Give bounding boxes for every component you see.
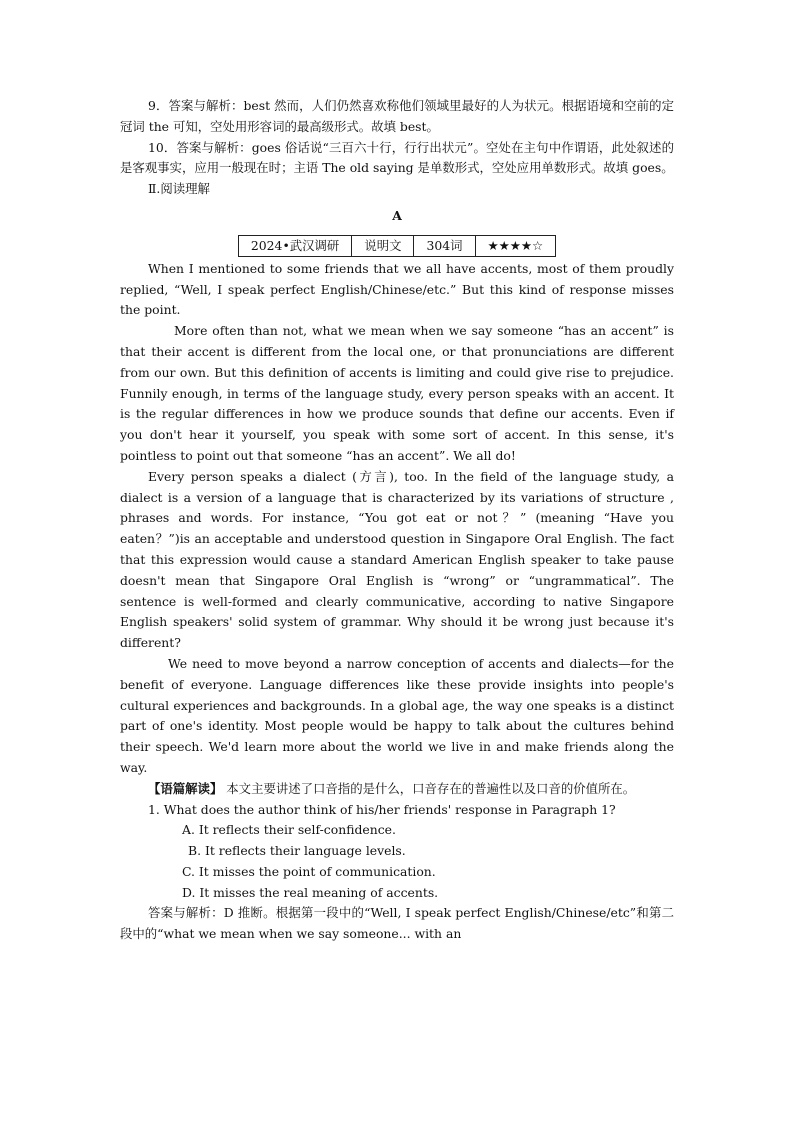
interpretation-label: 【语篇解读】 bbox=[148, 780, 223, 796]
paragraph-1: When I mentioned to some friends that we all have accents, most of them proudly replied, “Well, I speak perfect English/Chinese/etc.” But this kind of response misses the point. bbox=[120, 260, 674, 318]
passage-interpretation bbox=[120, 779, 674, 800]
question-1-option-d: D. It misses the real meaning of accents. bbox=[182, 884, 439, 900]
document-page bbox=[120, 96, 674, 945]
paragraph-2: More often than not, what we mean when we say someone “has an accent” is that their accent is different from the local one, or that pronunciations are different from our own. But this definition of accents is limiting and could give rise to prejudice. Funnily enough, in terms of the language study, every person speaks with an accent. It is the regular differences in how we produce sounds that define our accents. Even if you don't hear it yourself, you speak with some sort of accent. In this sense, it's pointless to point out that someone “has an accent”. We all do! bbox=[120, 323, 674, 463]
meta-genre: 说明文 bbox=[352, 235, 414, 256]
passage-meta-table bbox=[238, 235, 556, 257]
paragraph-4: We need to move beyond a narrow conception of accents and dialects—for the benefit of everyone. Language differences like these provide insights into people's cultural experiences and backgrounds. In a global age, the way one speaks is a distinct part of one's identity. Most people would be happy to talk about the cultures behind their speech. We'd learn more about the world we live in and make friends along the way. bbox=[120, 655, 674, 775]
meta-wordcount: 304词 bbox=[414, 235, 475, 256]
meta-difficulty: ★★★★☆ bbox=[475, 235, 556, 256]
interpretation-text: 本文主要讲述了口音指的是什么，口音存在的普遍性以及口音的价值所在。 bbox=[222, 780, 636, 796]
question-1-option-c: C. It misses the point of communication. bbox=[182, 863, 436, 879]
section-title: Ⅱ.阅读理解 bbox=[148, 181, 210, 197]
answer-q10: 10．答案与解析：goes 俗话说“三百六十行，行行出状元”。空处在主句中作谓语，此处叙述的是客观事实，应用一般现在时；主语 The old saying 是单数形式，空处应用单数形式。故填 goes。 bbox=[120, 139, 674, 176]
paragraph-3: Every person speaks a dialect (方言), too. In the field of the language study, a dialect is a version of a language that is characterized by its variations of structure , phrases and words. For instance, “You got eat or not？” (meaning “Have you eaten？”)is an acceptable and understood question in Singapore Oral English. The fact that this expression would cause a standard American English speaker to take pause doesn't mean that Singapore Oral English is “wrong” or “ungrammatical”. The sentence is well-formed and clearly communicative, according to native Singapore English speakers' solid system of grammar. Why should it be wrong just because it's different? bbox=[120, 468, 674, 651]
answer-1: 答案与解析：D 推断。根据第一段中的“Well, I speak perfect English/Chinese/etc”和第二段中的“what we mean when we say someone... with an bbox=[120, 905, 674, 942]
meta-source: 2024•武汉调研 bbox=[238, 235, 351, 256]
question-1-option-a: A. It reflects their self-confidence. bbox=[182, 822, 396, 838]
question-1-option-b: B. It reflects their language levels. bbox=[188, 843, 406, 859]
passage-label: A bbox=[392, 207, 402, 223]
question-1-stem: 1. What does the author think of his/her friends' response in Paragraph 1? bbox=[148, 801, 616, 817]
answer-q9: 9．答案与解析：best 然而，人们仍然喜欢称他们领域里最好的人为状元。根据语境和空前的定冠词 the 可知，空处用形容词的最高级形式。故填 best。 bbox=[120, 98, 674, 134]
